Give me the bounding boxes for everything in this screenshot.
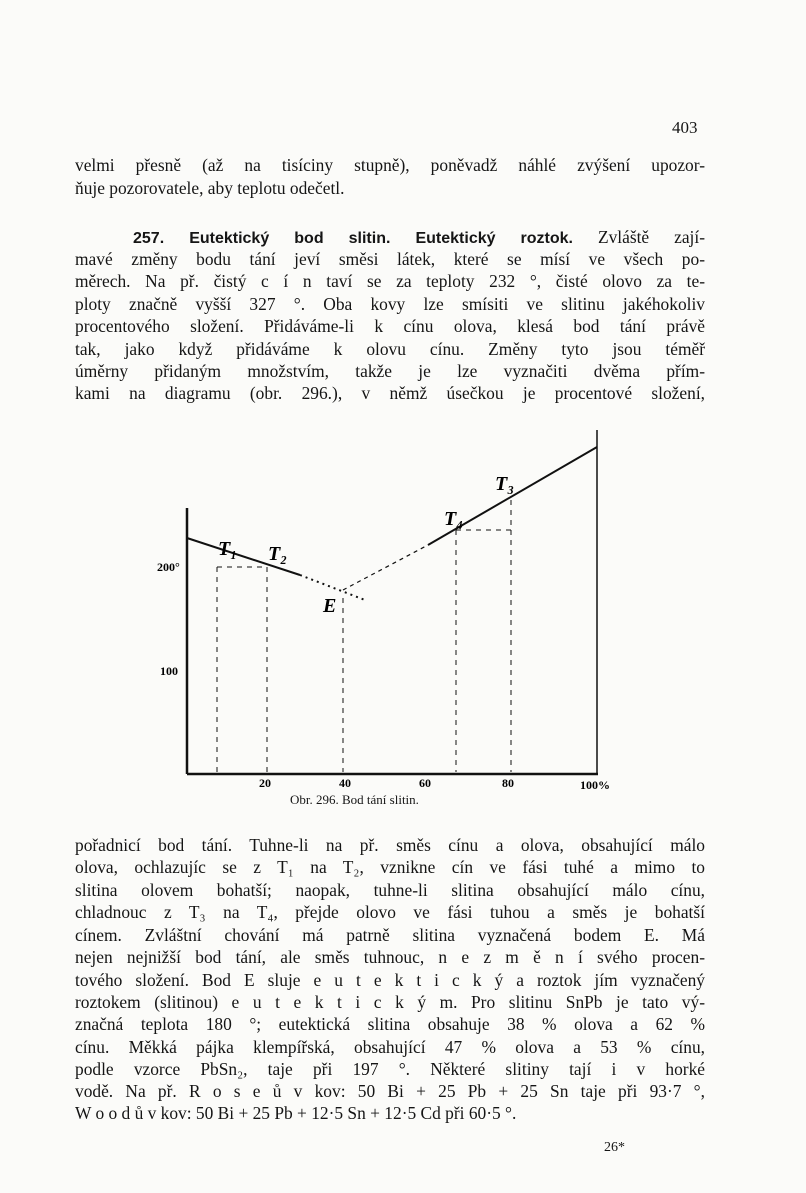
text-line: cínu. Měkká pájka klempířská, obsahující 47 % olova a 53 % cínu, — [75, 1037, 705, 1057]
text-line: procentového složení. Přidáváme-li k cínu olova, klesá bod tání právě — [75, 316, 705, 336]
text-line: chladnouc z T₃ na T₄, přejde olovo ve fási tuhou a směs je bohatší — [75, 902, 705, 922]
text-line: velmi přesně (až na tisíciny stupně), poněvadž náhlé zvýšení upozor- — [75, 155, 705, 175]
lead-line — [428, 447, 597, 545]
label-e: E — [323, 595, 337, 617]
text-line: olova, ochlazujíc se z T₁ na T₂, vznikne cín ve fási tuhé a mimo to — [75, 857, 705, 877]
y-tick: 200° — [157, 560, 180, 574]
label-t1: T₁ — [218, 538, 238, 560]
x-tick: 20 — [259, 776, 271, 790]
text-line: cínem. Zvláštní chování má patrně slitina vyznačená bodem E. Má — [75, 925, 705, 945]
x-tick: 60 — [419, 776, 431, 790]
text-line: značná teplota 180 °; eutektická slitina obsahuje 38 % olova a 62 % — [75, 1014, 705, 1034]
text-line: tak, jako když přidáváme k olovu cínu. Změny tyto jsou téměř — [75, 339, 705, 359]
text-line: slitina olovem bohatší; naopak, tuhne-li slitina obsahující málo cínu, — [75, 880, 705, 900]
x-tick: 100% — [580, 778, 610, 792]
x-tick: 40 — [339, 776, 351, 790]
label-t3: T₃ — [495, 473, 515, 495]
text-line: tového složení. Bod E sluje e u t e k t i c k ý a roztok jím vyznačený — [75, 970, 705, 990]
text-line: mavé změny bodu tání jeví směsi látek, které se mísí ve všech po- — [75, 249, 705, 269]
page-number: 403 — [672, 118, 698, 137]
text-line: roztokem (slitinou) e u t e k t i c k ý m. Pro slitinu SnPb je tato vý- — [75, 992, 705, 1012]
text-line: nejen nejnižší bod tání, ale směs tuhnouc, n e z m ě n í svého procen- — [75, 947, 705, 967]
text-line: ploty značně vyšší 327 °. Oba kovy lze smísiti ve slitinu jakéhokoliv — [75, 294, 705, 314]
text-line: měrech. Na př. čistý c í n taví se za teploty 232 °, čisté olovo za te- — [75, 271, 705, 291]
text-line: ňuje pozorovatele, aby teplotu odečetl. — [75, 178, 345, 198]
text-line: vodě. Na př. R o s e ů v kov: 50 Bi + 25 Pb + 25 Sn taje při 93·7 °, — [75, 1081, 705, 1101]
signature-mark: 26* — [604, 1140, 625, 1155]
x-tick: 80 — [502, 776, 514, 790]
text-line: pořadnicí bod tání. Tuhne-li na př. směs cínu a olova, obsahující málo — [75, 835, 705, 855]
text-line: úměrny přidaným množstvím, takže je lze vyznačiti dvěma přím- — [75, 361, 705, 381]
lead-line-extension — [343, 545, 428, 590]
y-tick: 100 — [160, 664, 178, 678]
text-line: kami na diagramu (obr. 296.), v němž úsečkou je procentové složení, — [75, 383, 705, 403]
figure-caption: Obr. 296. Bod tání slitin. — [290, 792, 419, 807]
label-t4: T₄ — [444, 508, 464, 530]
text-line: podle vzorce PbSn₂, taje při 197 °. Některé slitiny tají i v horké — [75, 1059, 705, 1079]
label-t2: T₂ — [268, 543, 288, 565]
text-fragment: Zvláště zají- — [573, 227, 705, 247]
text-line: W o o d ů v kov: 50 Bi + 25 Pb + 12·5 Sn + 12·5 Cd při 60·5 °. — [75, 1103, 517, 1123]
section-heading: 257. Eutektický bod slitin. Eutektický roztok. — [133, 230, 574, 247]
